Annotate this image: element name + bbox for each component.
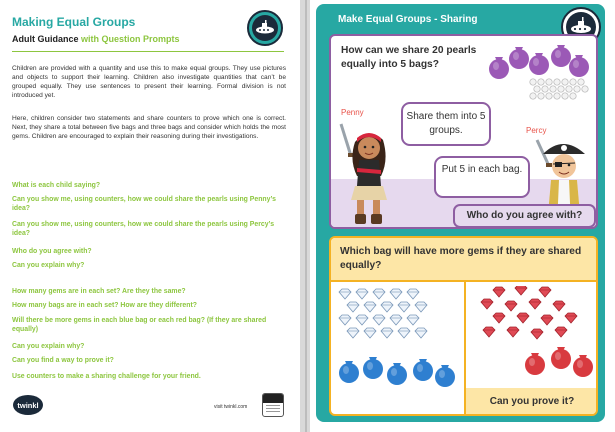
penny-speech-bubble: Share them into 5 groups. — [401, 102, 491, 146]
pearl — [570, 79, 576, 85]
blue-bag — [387, 363, 407, 385]
pearl — [574, 86, 580, 92]
blue-gem — [373, 289, 385, 299]
penny-pirate-icon — [335, 120, 403, 228]
red-gem — [493, 313, 505, 323]
twinkl-logo — [12, 394, 44, 416]
pearl — [566, 86, 572, 92]
page-divider — [305, 0, 307, 432]
pearl — [582, 86, 588, 92]
pearl — [530, 79, 536, 85]
red-gem — [555, 327, 567, 337]
red-gem — [565, 313, 577, 323]
question-prompt: How many bags are in each set? How are they different? — [12, 302, 197, 309]
svg-text:twinkl: twinkl — [17, 401, 39, 410]
blue-gem — [347, 328, 359, 338]
title-rule — [12, 51, 284, 52]
red-gem — [529, 299, 541, 309]
red-gem — [539, 287, 551, 297]
question-prompt: Can you show me, using counters, how we could share the pearls using Percy’s idea? — [12, 221, 275, 237]
question-prompt: How many gems are in each set? Are they the same? — [12, 288, 186, 295]
red-gem — [483, 327, 495, 337]
blue-gems-and-bags — [335, 286, 461, 414]
blue-gem — [339, 315, 351, 325]
blue-gem — [415, 328, 427, 338]
pearl — [538, 79, 544, 85]
red-gem — [505, 301, 517, 311]
intro-paragraph: Here, children consider two statements and share counters to prove which one is correct. Next, they share a total between five bags and three bags and consider which holds the most gems. Children are encouraged to explain their reasoning during their investigations. — [12, 115, 286, 140]
prove-prompt: Can you prove it? — [466, 388, 598, 416]
adult-guidance-page — [0, 0, 300, 432]
blue-gem — [347, 302, 359, 312]
blue-bag — [413, 359, 433, 381]
red-gem — [481, 299, 493, 309]
pearl — [546, 79, 552, 85]
intro-paragraph: Children are provided with a quantity and use this to make equal groups. They use pictures and objects to support their learning. Children also investigate quantities that can’t be grouped equally. They use sentences to present their learning. Formal division is not introduced yet. — [12, 65, 286, 99]
blue-gem — [356, 315, 368, 325]
question-prompt: Can you explain why? — [12, 343, 85, 350]
blue-gem — [381, 328, 393, 338]
blue-gem — [339, 289, 351, 299]
purple-bag — [551, 45, 571, 67]
percy-name: Percy — [526, 126, 547, 135]
pearl — [558, 86, 564, 92]
question-header — [331, 238, 596, 280]
blue-gem — [356, 289, 368, 299]
blue-gem — [415, 302, 427, 312]
blue-bag — [435, 365, 455, 387]
pearl — [562, 79, 568, 85]
blue-gem — [364, 328, 376, 338]
question-prompt: Can you explain why? — [12, 262, 85, 269]
blue-gem — [398, 328, 410, 338]
agree-prompt: Who do you agree with? — [453, 204, 596, 228]
blue-gem — [364, 302, 376, 312]
red-bag — [551, 347, 571, 369]
purple-bag — [489, 57, 509, 79]
submarine-logo-icon — [247, 10, 283, 46]
pearl — [542, 86, 548, 92]
red-gem — [515, 286, 527, 295]
blue-gem — [373, 315, 385, 325]
red-gem — [553, 301, 565, 311]
blue-gem — [381, 302, 393, 312]
pearl — [550, 86, 556, 92]
question-gems: Which bag will have more gems if they are shared equally? — [340, 246, 582, 271]
purple-bags-and-pearls — [481, 40, 596, 104]
penny-name: Penny — [341, 108, 364, 117]
question-prompt: Use counters to make a sharing challenge for your friend. — [12, 373, 201, 380]
blue-gem — [390, 315, 402, 325]
worksheet-title: Make Equal Groups - Sharing — [338, 14, 478, 25]
footer-url: visit twinkl.com — [214, 404, 248, 410]
page-subtitle: Adult Guidance with Question Prompts — [12, 34, 180, 44]
red-gems-and-bags — [469, 286, 597, 386]
red-bag — [525, 353, 545, 375]
question-prompt: What is each child saying? — [12, 182, 101, 189]
pearl — [554, 79, 560, 85]
pearl — [538, 93, 544, 99]
blue-gem — [407, 315, 419, 325]
worksheet-page — [310, 0, 615, 432]
red-gem — [541, 315, 553, 325]
question-prompt: Can you show me, using counters, how we could share the pearls using Penny’s idea? — [12, 196, 276, 212]
gems-question-panel — [329, 236, 598, 416]
blue-gem — [398, 302, 410, 312]
red-bag — [573, 355, 593, 377]
pearl — [578, 79, 584, 85]
pearl — [530, 93, 536, 99]
purple-bag — [509, 47, 529, 69]
question-prompt: Who do you agree with? — [12, 248, 92, 255]
blue-bag — [339, 361, 359, 383]
blue-gem — [407, 289, 419, 299]
blue-bag — [363, 357, 383, 379]
sharing-question-panel — [329, 34, 598, 229]
question-prompt: Will there be more gems in each blue bag or each red bag? (If they are shared equally) — [12, 317, 267, 333]
blue-gem — [390, 289, 402, 299]
question-pearls: How can we share 20 pearls equally into 5 bags? — [341, 45, 477, 70]
pearl — [546, 93, 552, 99]
pearl — [562, 93, 568, 99]
purple-bag — [529, 53, 549, 75]
purple-bag — [569, 55, 589, 77]
percy-speech-bubble: Put 5 in each bag. — [434, 156, 530, 198]
pearl — [570, 93, 576, 99]
pearl — [534, 86, 540, 92]
pearl — [554, 93, 560, 99]
page-title: Making Equal Groups — [12, 15, 136, 29]
question-prompt: Can you find a way to prove it? — [12, 357, 114, 364]
red-gem — [517, 313, 529, 323]
quality-stamp-icon — [262, 393, 284, 417]
red-gem — [507, 327, 519, 337]
red-gem — [531, 329, 543, 339]
red-gem — [493, 287, 505, 297]
